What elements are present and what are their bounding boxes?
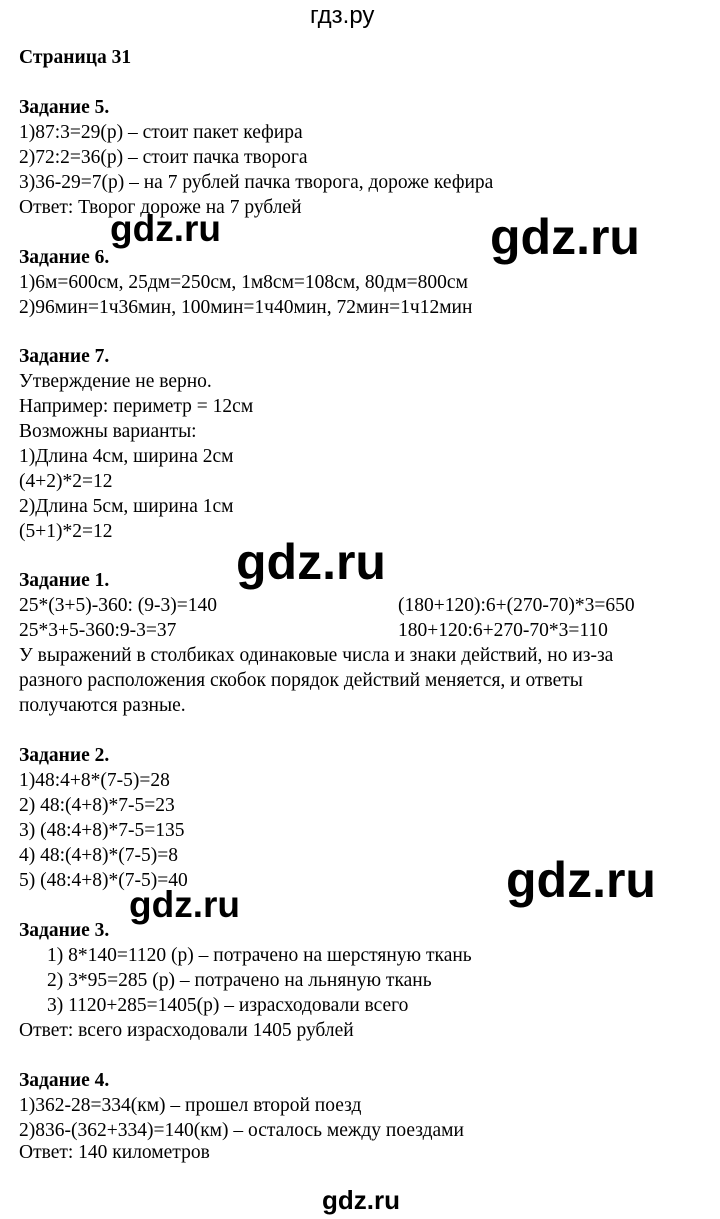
task7-title: Задание 7. [19,346,110,367]
footer-link[interactable]: gdz.ru [322,1185,400,1215]
task1-explanation: У выражений в столбиках одинаковые числа и знаки действий, но из-за [19,645,614,666]
task1-left-expr: 25*(3+5)-360: (9-3)=140 [19,595,217,616]
watermark: gdz.ru [129,884,240,925]
task7-line: (5+1)*2=12 [19,521,113,542]
task3-item: 3) 1120+285=1405(р) – израсходовали всего [47,995,409,1016]
site-header: гдз.ру [310,2,375,29]
task3-title: Задание 3. [19,920,110,941]
task7-line: Возможны варианты: [19,421,197,442]
task1-explanation: разного расположения скобок порядок действий меняется, и ответы [19,670,583,691]
task1-right-expr: 180+120:6+270-70*3=110 [398,620,608,641]
task2-line: 2) 48:(4+8)*7-5=23 [19,795,175,816]
task2-line: 4) 48:(4+8)*(7-5)=8 [19,845,178,866]
watermark: gdz.ru [490,209,640,265]
task3-answer: Ответ: всего израсходовали 1405 рублей [19,1020,354,1041]
task5-answer: Ответ: Творог дороже на 7 рублей [19,197,302,218]
task5-line: 3)36-29=7(р) – на 7 рублей пачка творога, дороже кефира [19,172,494,193]
task2-line: 1)48:4+8*(7-5)=28 [19,770,170,791]
task3-item: 1) 8*140=1120 (р) – потрачено на шерстяную ткань [47,945,472,966]
task5-line: 1)87:3=29(р) – стоит пакет кефира [19,122,303,143]
task2-title: Задание 2. [19,745,110,766]
task6-title: Задание 6. [19,247,110,268]
task4-line: 1)362-28=334(км) – прошел второй поезд [19,1095,362,1116]
task4-answer: Ответ: 140 километров [19,1142,210,1163]
task7-line: Например: периметр = 12см [19,396,254,417]
task4-line: 2)836-(362+334)=140(км) – осталось между поездами [19,1120,464,1141]
task6-line: 1)6м=600см, 25дм=250см, 1м8см=108см, 80дм=800см [19,272,468,293]
watermark: gdz.ru [506,852,656,908]
task1-title: Задание 1. [19,570,110,591]
task5-title: Задание 5. [19,97,110,118]
task7-line: (4+2)*2=12 [19,471,113,492]
task2-line: 5) (48:4+8)*(7-5)=40 [19,870,188,891]
watermark: gdz.ru [236,534,386,590]
watermark: gdz.ru [110,208,221,249]
task7-line: 2)Длина 5см, ширина 1см [19,496,234,517]
task7-line: 1)Длина 4см, ширина 2см [19,446,234,467]
task1-left-expr: 25*3+5-360:9-3=37 [19,620,177,641]
task3-item: 2) 3*95=285 (р) – потрачено на льняную ткань [47,970,432,991]
task7-line: Утверждение не верно. [19,371,212,392]
page-title: Страница 31 [19,47,132,68]
task4-title: Задание 4. [19,1070,110,1091]
task1-explanation: получаются разные. [19,695,186,716]
task1-right-expr: (180+120):6+(270-70)*3=650 [398,595,635,616]
task2-line: 3) (48:4+8)*7-5=135 [19,820,185,841]
task5-line: 2)72:2=36(р) – стоит пачка творога [19,147,308,168]
task6-line: 2)96мин=1ч36мин, 100мин=1ч40мин, 72мин=1ч12мин [19,297,473,318]
